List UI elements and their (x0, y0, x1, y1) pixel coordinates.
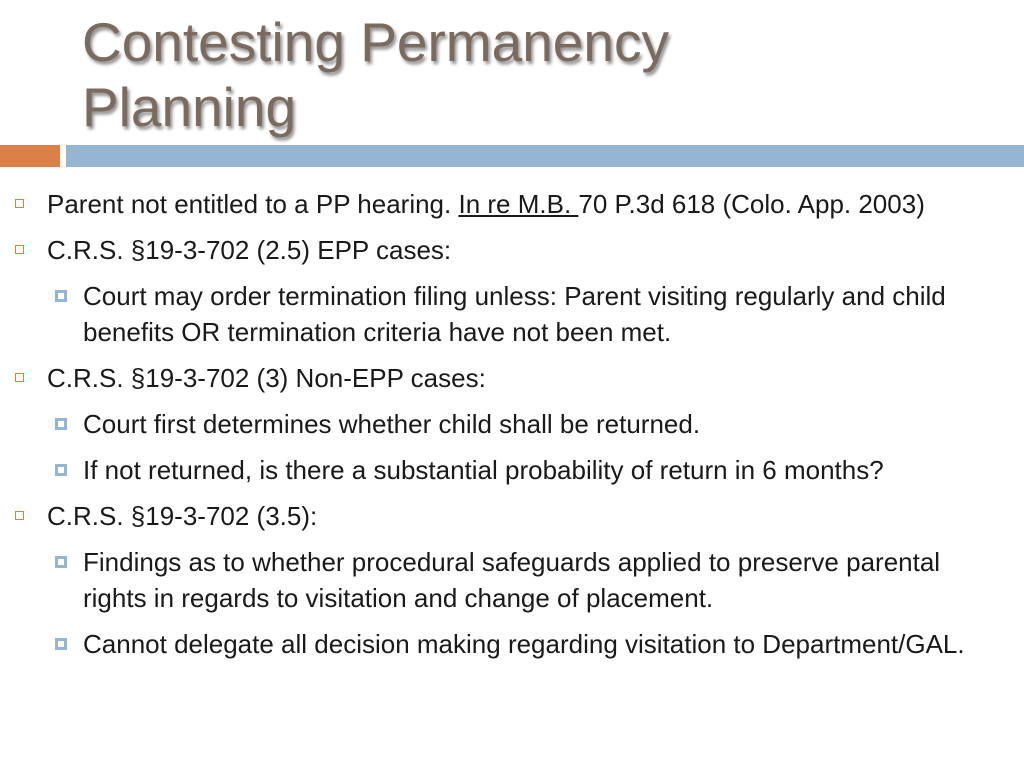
bullet-4-sub-2 (83, 626, 994, 662)
bullet-2 (47, 232, 994, 268)
filled-square-bullet-icon (55, 638, 67, 650)
bullet-2-sub-1-text: Court may order termination filing unless: Parent visiting regularly and child benefits OR termination criteria have not been met. (83, 281, 946, 347)
filled-square-bullet-icon (55, 556, 67, 568)
bullet-4-sub-1-text: Findings as to whether procedural safeguards applied to preserve parental rights in regards to visitation and change of placement. (83, 547, 941, 613)
bullet-3-sub-1-text: Court first determines whether child shall be returned. (83, 409, 701, 439)
bullet-1-prefix: Parent not entitled to a PP hearing. (47, 189, 459, 219)
bullet-3-sub-1 (83, 406, 994, 442)
square-bullet-icon (15, 511, 24, 520)
bullet-4-sub-2-text: Cannot delegate all decision making regarding visitation to Department/GAL. (83, 629, 965, 659)
bullet-1 (47, 186, 994, 222)
bullet-3 (47, 360, 994, 396)
accent-bar-orange (0, 145, 60, 167)
bullet-2-sub-1 (83, 278, 994, 350)
bullet-1-case-name: In re M.B. (458, 189, 579, 219)
square-bullet-icon (15, 199, 24, 208)
bullet-3-sub-2-text: If not returned, is there a substantial probability of return in 6 months? (83, 455, 884, 485)
bullet-4-sub-1 (83, 544, 994, 616)
filled-square-bullet-icon (55, 290, 67, 302)
bullet-1-citation: 70 P.3d 618 (Colo. App. 2003) (578, 189, 925, 219)
filled-square-bullet-icon (55, 464, 67, 476)
bullet-4 (47, 498, 994, 534)
bullet-2-text: C.R.S. §19-3-702 (2.5) EPP cases: (47, 235, 452, 265)
slide-body (0, 186, 1024, 768)
square-bullet-icon (15, 245, 24, 254)
accent-bar-blue (66, 145, 1024, 167)
title-line-1: Contesting Permanency (82, 11, 669, 73)
bullet-3-sub-2 (83, 452, 994, 488)
square-bullet-icon (15, 373, 24, 382)
slide-title (82, 10, 982, 140)
bullet-4-text: C.R.S. §19-3-702 (3.5): (47, 501, 318, 531)
bullet-3-text: C.R.S. §19-3-702 (3) Non-EPP cases: (47, 363, 486, 393)
title-line-2: Planning (82, 76, 297, 138)
filled-square-bullet-icon (55, 418, 67, 430)
